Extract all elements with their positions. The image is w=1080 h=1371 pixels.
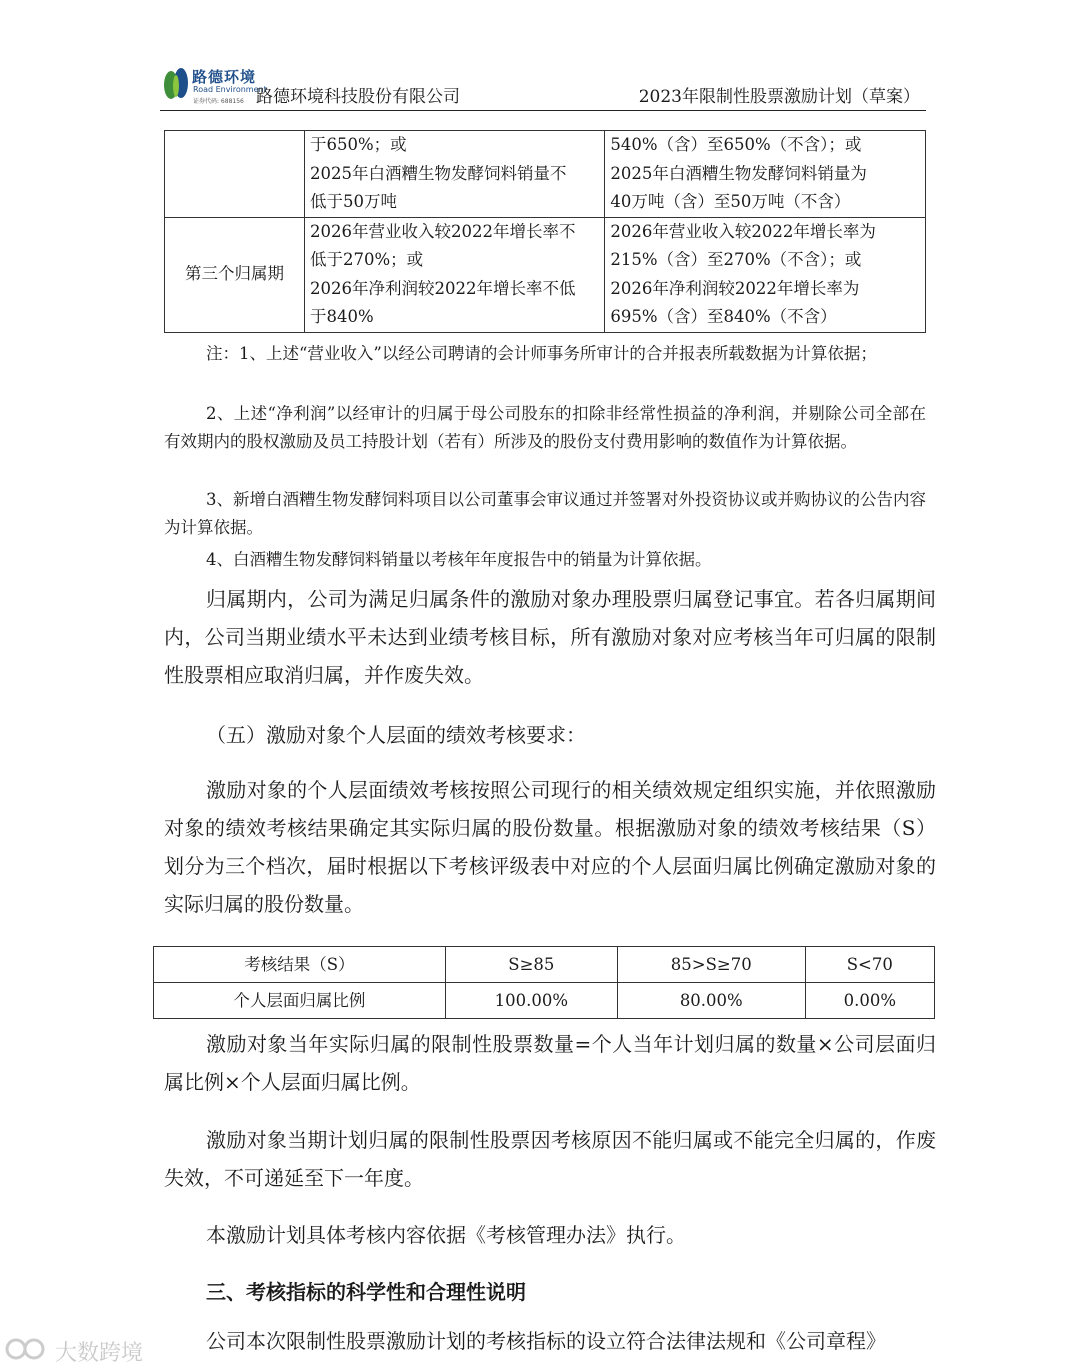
- note-1: 注：1、上述“营业收入”以经公司聘请的会计师事务所审计的合并报表所载数据为计算依据；: [206, 344, 877, 363]
- plan-title: 2023年限制性股票激励计划（草案）: [638, 87, 920, 107]
- target-cell: 于650%；或 2025年白酒糟生物发酵饲料销量不 低于50万吨: [305, 131, 605, 218]
- trigger-cell: 2026年营业收入较2022年增长率为 215%（含）至270%（不含）；或 2026年净利润较2022年增长率为 695%（含）至840%（不含）: [605, 217, 926, 332]
- logo-text-cn: 路德环境: [192, 68, 257, 86]
- logo-stock-code: 证券代码: 688156: [193, 98, 244, 105]
- table-row: [165, 217, 926, 332]
- page-header: [160, 64, 926, 111]
- paragraph-individual: 激励对象的个人层面绩效考核按照公司现行的相关绩效规定组织实施，并依照激励对象的绩效考核结果确定其实际归属的股份数量。根据激励对象的绩效考核结果（S）划分为三个档次，届时根据以下考核评级表中对应的个人层面归属比例确定激励对象的实际归属的股份数量。: [164, 778, 936, 916]
- period-cell: 第三个归属期: [165, 217, 305, 332]
- logo-leaf-icon: [162, 66, 192, 102]
- section-heading: 三、考核指标的科学性和合理性说明: [206, 1280, 526, 1304]
- paragraph-rationale: 公司本次限制性股票激励计划的考核指标的设立符合法律法规和《公司章程》: [206, 1329, 886, 1353]
- trigger-cell: 540%（含）至650%（不含）；或 2025年白酒糟生物发酵饲料销量为 40万吨（含）至50万吨（不含）: [605, 131, 926, 218]
- paragraph-method: 本激励计划具体考核内容依据《考核管理办法》执行。: [206, 1223, 686, 1247]
- watermark-text: 大数跨境: [55, 1341, 144, 1366]
- logo-text-en: Road Environment: [193, 85, 267, 94]
- period-cell: [165, 131, 305, 218]
- note-3: 3、新增白酒糟生物发酵饲料项目以公司董事会审议通过并签署对外投资协议或并购协议的公告内容为计算依据。: [164, 490, 926, 537]
- table-row: 个人层面归属比例 100.00% 80.00% 0.00%: [154, 983, 935, 1019]
- table-row: [165, 131, 926, 218]
- sub-heading: （五）激励对象个人层面的绩效考核要求：: [206, 723, 586, 747]
- company-name: 路德环境科技股份有限公司: [256, 87, 460, 107]
- company-logo: [162, 66, 267, 106]
- individual-rating-table: [153, 946, 935, 1019]
- paragraph-vesting: 归属期内，公司为满足归属条件的激励对象办理股票归属登记事宜。若各归属期间内，公司当期业绩水平未达到业绩考核目标，所有激励对象对应考核当年可归属的限制性股票相应取消归属，并作废失效。: [164, 587, 936, 687]
- note-4: 4、白酒糟生物发酵饲料销量以考核年年度报告中的销量为计算依据。: [206, 550, 712, 569]
- note-2: 2、上述“净利润”以经审计的归属于母公司股东的扣除非经常性损益的净利润，并剔除公司全部在有效期内的股权激励及员工持股计划（若有）所涉及的股份支付费用影响的数值作为计算依据。: [164, 404, 926, 451]
- watermark-logo-icon: [4, 1337, 48, 1367]
- target-cell: 2026年营业收入较2022年增长率不 低于270%；或 2026年净利润较2022年增长率不低 于840%: [305, 217, 605, 332]
- paragraph-forfeit: 激励对象当期计划归属的限制性股票因考核原因不能归属或不能完全归属的，作废失效，不可递延至下一年度。: [164, 1128, 936, 1190]
- paragraph-formula: 激励对象当年实际归属的限制性股票数量=个人当年计划归属的数量×公司层面归属比例×个人层面归属比例。: [164, 1032, 936, 1094]
- performance-target-table: [164, 130, 926, 333]
- watermark: [4, 1336, 143, 1367]
- table-header-row: 考核结果（S） S≥85 85>S≥70 S<70: [154, 947, 935, 983]
